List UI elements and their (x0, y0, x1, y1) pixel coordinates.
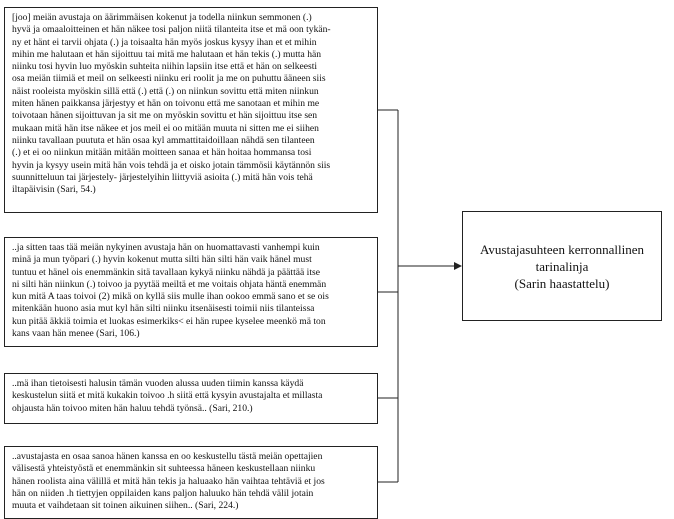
arrow-head (454, 262, 462, 270)
storyline-title-line-1: Avustajasuhteen kerronnallinen (479, 241, 644, 257)
quote-text: ..avustajasta en osaa sanoa hänen kanssa en oo keskustellu tästä meiän opettajien välisestä yhteistyöstä et enemmänkin sit suhteessa häneen keskustellaan niinku hänen roolista aina välillä et mitä hän tekis ja haluaako hän vaihtaa tehtäviä et jos hän on niiden .h tiettyjen oppilaiden kans paljon haluuko hän tehdä välil jotain muuta et vaihdetaan sit toinen aikuinen siihen.. (Sari, 224.) (12, 451, 325, 512)
storyline-subtitle: (Sarin haastattelu) (514, 275, 610, 291)
quote-text: ..ja sitten taas tää meiän nykyinen avustaja hän on huomattavasti vanhempi kuin minä ja mun työpari (.) hyvin kokenut mutta silti hän silti hän vaik hänel must tuntuu et hänel ois enemmänkin sitä tavallaan kykyä niinku nähdä ja päättää itse ni silti hän niinkun (.) toivoo ja pyytää meiltä et me voitais ohjata häntä enemmän kun mitä A taas toivoi (2) mikä on kyllä siis mulle ihan ookoo emmä sano et se ois mitenkään huono asia mut kyl hän silti niinku itsenäisesti toimii niis tilanteissa kun pitää äkkiä toimia et luokas esimerkiks< ei hän rupee kyselee meenkö mä ton kans vaan hän menee (Sari, 106.) (12, 242, 329, 340)
quote-text: ..mä ihan tietoisesti halusin tämän vuoden alussa uuden tiimin kanssa käydä keskustelun siitä et mitä kukakin toivoo .h siitä että kysyin avustajalta et millasta ohjausta hän toivoo miten hän haluu tehdä työnsä.. (Sari, 210.) (12, 378, 323, 414)
quote-text: [joo] meiän avustaja on äärimmäisen kokenut ja todella niinkun semmonen (.) hyvä ja omaaloitteinen et hän näkee tosi paljon niitä tilanteita itse et mä oon tykän- ny et hänt ei tarvii ohjata (.) ja toisaalta hän myös joskus kysyy ihan et et mihin mihin me halutaan et hän sijoittuu tai mitä me halutaan et hän tekis (.) mutta hän niinku tosi hyvin luo myöskin suhteita niihin lapsiin itse että et hän on selkeesti osa meiän tiimiä et meil on selkeesti niinku eri roolit ja me on puhuttu ääneen siis näist rooleista myöskin sillä että (.) että (.) on niinkun sovittu että miten niinkun miten hänen paikkansa järjestyy et hän on toivonu että me sanotaan et mihin me toivotaan hänen sijoittuvan ja sit me on myöskin sovittu et hän sijoittuu itse sen mukaan mitä hän itse näkee et jos meil ei oo mitään muuta ni sitten me ei siihen niinku tavallaan puututa et hän osaa kyl ammattitaidoillaan nähdä sen tilanteen (.) et ei oo niinkun mitään mitään moitteen sanaa et hän hoitaa hommansa tosi hyvin ja kysyy usein mitä hän vois tehdä ja et oisko jotain tämmösii käytännön siis suunnitteluun tai järjestely- järjestelyihin liittyviä asioita (.) mitä hän vois tehä iltapäivisin (Sari, 54.) (12, 12, 331, 196)
storyline-title-line-2: tarinalinja (535, 258, 589, 274)
storyline-box (462, 211, 662, 321)
